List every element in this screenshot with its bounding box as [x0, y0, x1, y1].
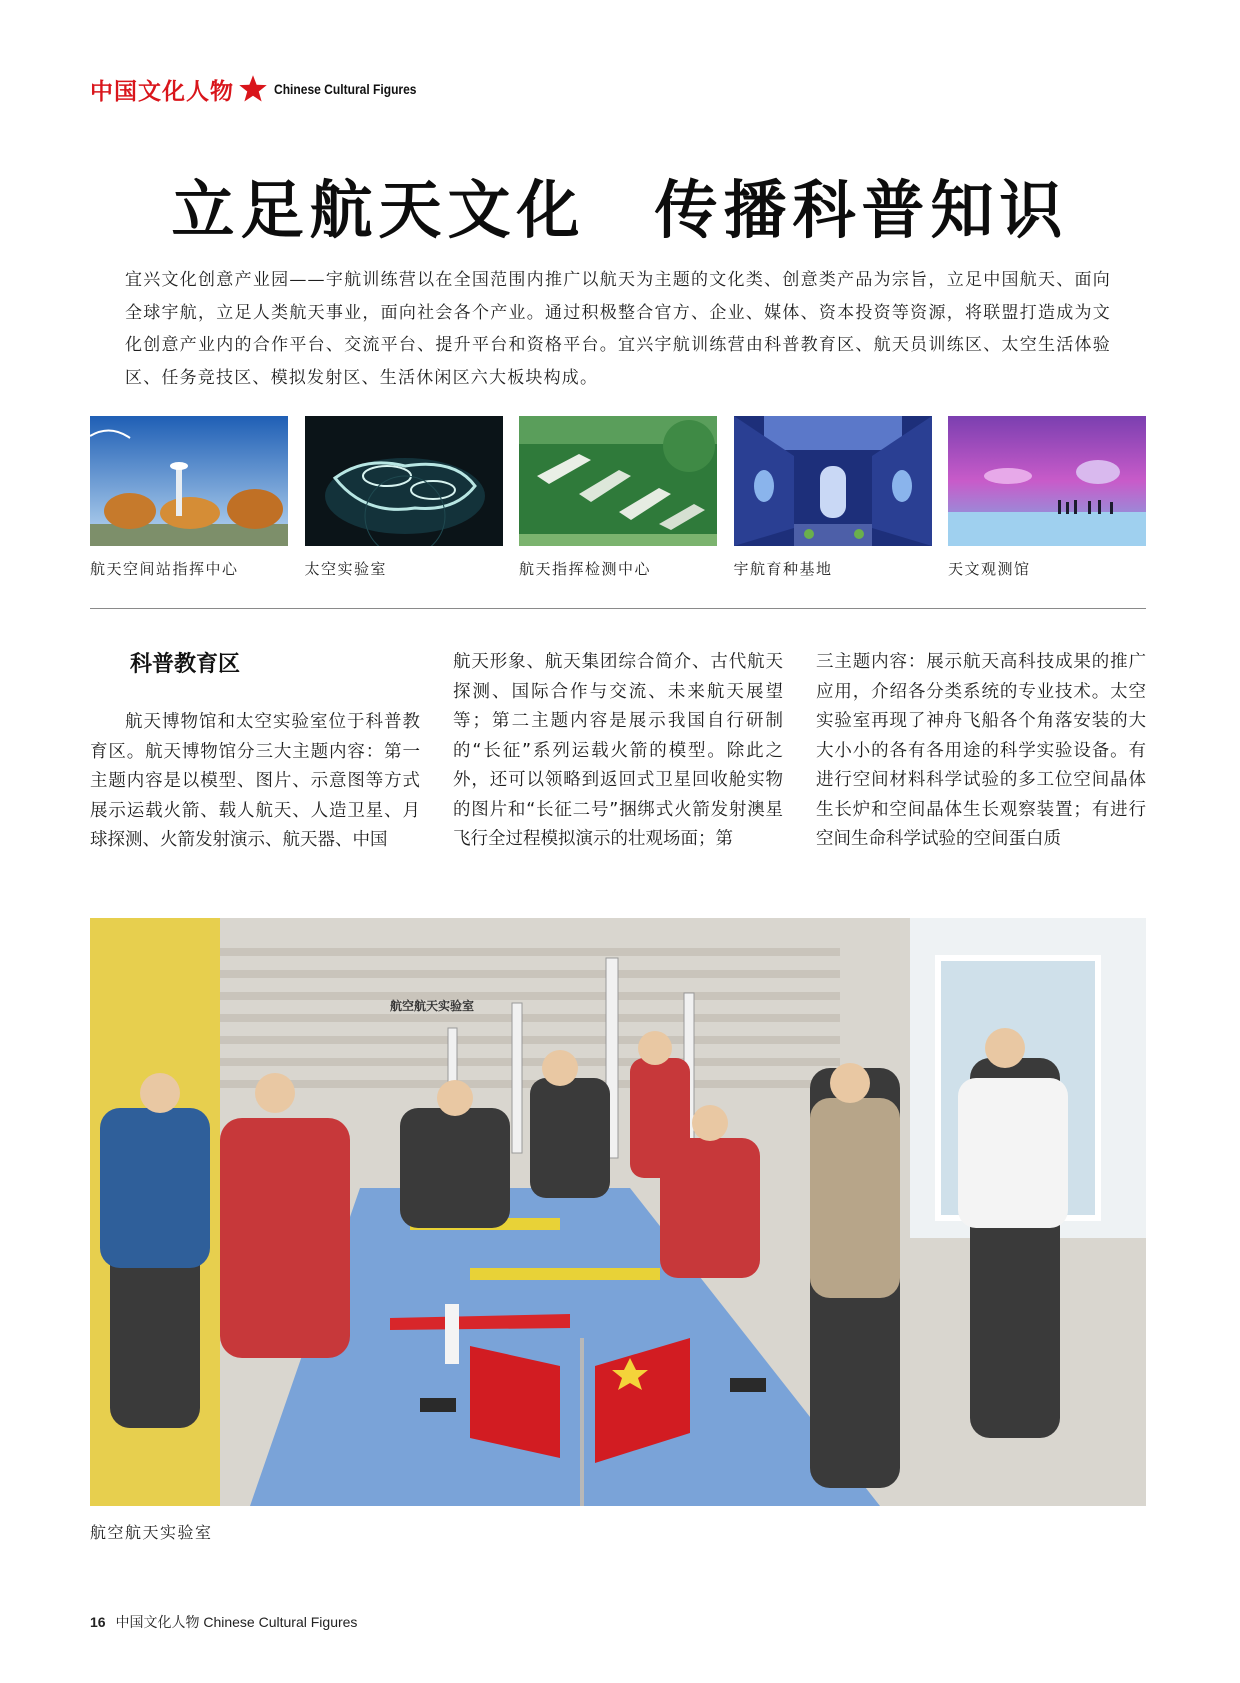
body-text: 航天形象、航天集团综合简介、古代航天探测、国际合作与交流、未来航天展望等；第二主题内容是展示我国自行研制的“长征”系列运载火箭的模型。除此之外，还可以领略到返回式卫星回收舱实物的图片和“长征二号”捆绑式火箭发射澳星飞行全过程模拟演示的壮观场面；第 [453, 652, 783, 849]
article-body [90, 648, 1146, 856]
photo-space-station [90, 416, 288, 579]
photo-caption: 太空实验室 [304, 560, 388, 578]
photo-strip [90, 416, 1146, 579]
photo-observatory [948, 416, 1146, 579]
control-center-photo [519, 416, 717, 546]
brand-chinese: 中国文化人物 [90, 77, 234, 105]
photo-control-center [519, 416, 717, 579]
space-lab-photo [305, 416, 503, 546]
page-footer [90, 1612, 357, 1632]
star-icon [238, 74, 268, 104]
column-3 [816, 648, 1146, 856]
photo-caption: 天文观测馆 [948, 560, 1031, 578]
body-text: 三主题内容：展示航天高科技成果的推广应用，介绍各分类系统的专业技术。太空实验室再现了神舟飞船各个角落安装的大大小小的各有各用途的科学实验设备。有进行空间材料科学试验的多工位空间晶体生长炉和空间晶体生长观察装置；有进行空间生命科学试验的空间蛋白质 [816, 652, 1146, 849]
brand-english: Chinese Cultural Figures [274, 81, 417, 97]
divider [90, 608, 1146, 609]
column-1 [90, 648, 420, 856]
magazine-header [90, 72, 440, 106]
section-heading: 科普教育区 [130, 652, 241, 677]
photo-caption: 航天空间站指挥中心 [90, 560, 239, 578]
photo-caption: 宇航育种基地 [733, 560, 833, 578]
intro-paragraph: 宜兴文化创意产业园——宇航训练营以在全国范围内推广以航天为主题的文化类、创意类产品为宗旨，立足中国航天、面向全球宇航，立足人类航天事业，面向社会各个产业。通过积极整合官方、企业、媒体、资本投资等资源，将联盟打造成为文化创意产业内的合作平台、交流平台、提升平台和资格平台。宜兴宇航训练营由科普教育区、航天员训练区、太空生活体验区、任务竞技区、模拟发射区、生活休闲区六大板块构成。 [125, 270, 1111, 388]
column-2 [453, 648, 783, 856]
aerospace-lab-photo [90, 918, 1146, 1506]
breeding-base-photo [734, 416, 932, 546]
footer-text: 中国文化人物 Chinese Cultural Figures [115, 1614, 358, 1630]
photo-caption: 航空航天实验室 [90, 1523, 213, 1542]
lab-sign: 航空航天实验室 [390, 999, 475, 1013]
photo-space-lab [305, 416, 503, 579]
photo-caption: 航天指挥检测中心 [519, 560, 652, 578]
space-station-photo [90, 416, 288, 546]
page-number: 16 [90, 1614, 106, 1630]
observatory-photo [948, 416, 1146, 546]
photo-breeding-base [734, 416, 932, 579]
body-text: 航天博物馆和太空实验室位于科普教育区。航天博物馆分三大主题内容：第一主题内容是以模型、图片、示意图等方式展示运载火箭、载人航天、人造卫星、月球探测、火箭发射演示、航天器、中国 [90, 712, 420, 850]
article-title: 立足航天文化 传播科普知识 [171, 173, 1069, 247]
